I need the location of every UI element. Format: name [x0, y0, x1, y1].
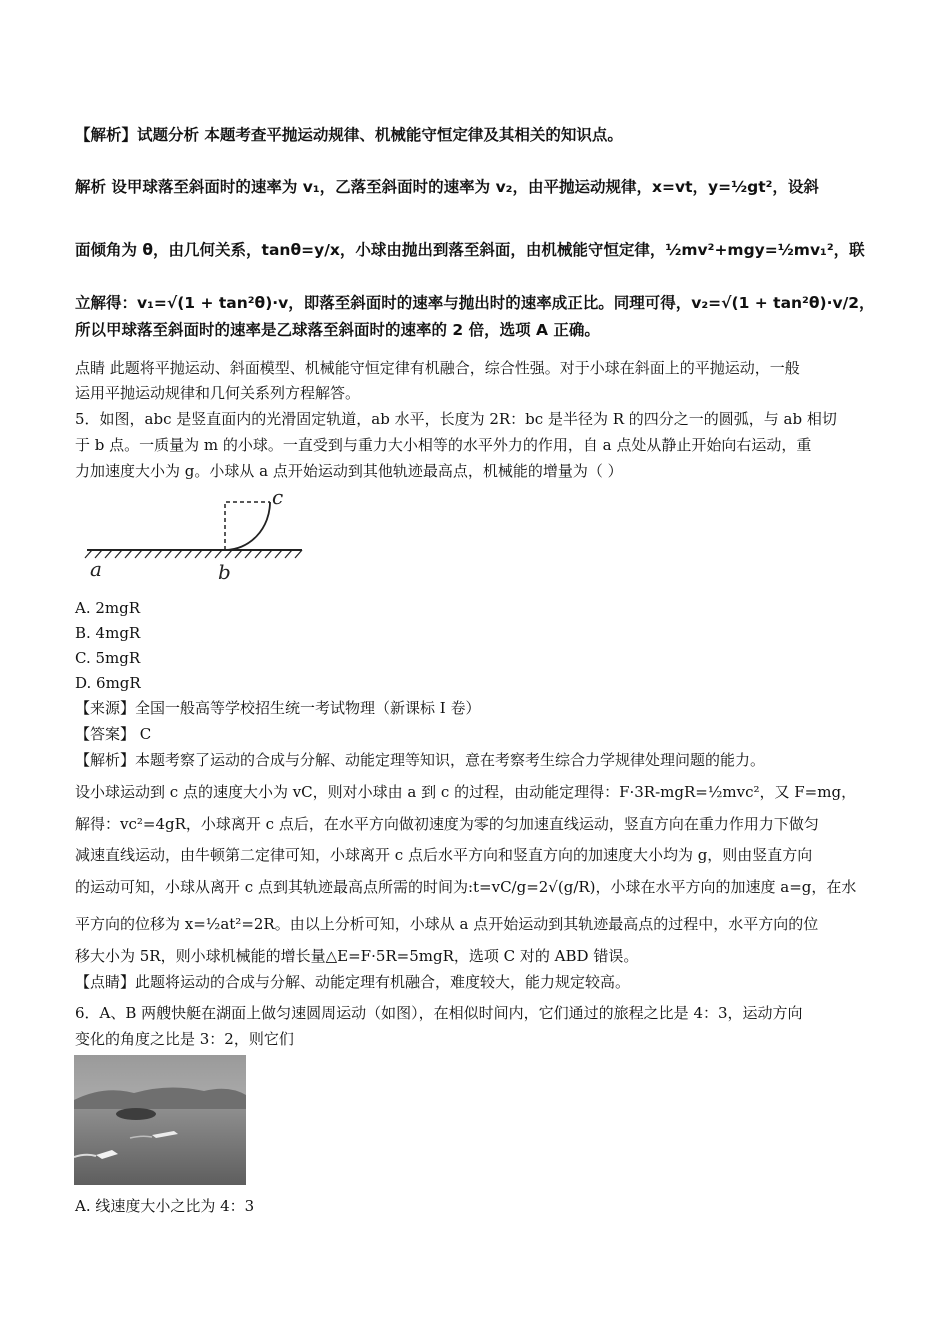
question-6-line-2: 变化的角度之比是 3：2，则它们 [75, 1030, 294, 1048]
speedboat-photo [74, 1055, 246, 1185]
question-6-line-1: 6．A、B 两艘快艇在湖面上做匀速圆周运动（如图），在相似时间内，它们通过的旅程之比是 4：3，运动方向 [75, 1004, 803, 1022]
solution-line-4: 的运动可知，小球从离开 c 点到其轨迹最高点所需的时间为:t=vC/g=2√(g/R)，小球在水平方向的加速度 a=g，在水 [75, 878, 857, 896]
source-line: 【来源】全国一般高等学校招生统一考试物理（新课标 I 卷） [75, 699, 481, 717]
label-c: c [272, 490, 284, 509]
solution-line-5: 平方向的位移为 x=½at²=2R。由以上分析可知，小球从 a 点开始运动到其轨迹最高点的过程中，水平方向的位 [75, 915, 819, 933]
solution-line-1: 设小球运动到 c 点的速度大小为 vC，则对小球由 a 到 c 的过程，由动能定理得：F·3R-mgR=½mvc²，又 F=mg， [75, 783, 857, 801]
answer-line: 【答案】 C [75, 725, 152, 743]
choice-b: B. 4mgR [75, 624, 141, 642]
comment-line-1: 点睛 此题将平抛运动、斜面模型、机械能守恒定律有机融合，综合性强。对于小球在斜面上的平抛运动，一般 [75, 359, 800, 377]
label-b: b [218, 560, 231, 584]
question-6-choice-a: A. 线速度大小之比为 4：3 [75, 1197, 255, 1215]
note-line: 【点睛】此题将运动的合成与分解、动能定理有机融合，难度较大，能力规定较高。 [75, 973, 631, 991]
comment-line-2: 运用平抛运动规律和几何关系列方程解答。 [75, 384, 361, 402]
question-5-line-1: 5．如图，abc 是竖直面内的光滑固定轨道，ab 水平，长度为 2R：bc 是半径为 R 的四分之一的圆弧，与 ab 相切 [75, 410, 837, 428]
solution-line-2: 解得：vc²=4gR，小球离开 c 点后，在水平方向做初速度为零的匀加速直线运动，竖直方向在重力作用力下做匀 [75, 815, 819, 833]
label-a: a [90, 557, 102, 581]
analysis-line-1: 解析 设甲球落至斜面时的速率为 v₁，乙落至斜面时的速率为 v₂，由平抛运动规律，x=vt，y=½gt²，设斜 [75, 178, 819, 196]
question-5-line-3: 力加速度大小为 g。小球从 a 点开始运动到其他轨迹最高点，机械能的增量为（ ） [75, 462, 623, 480]
analysis-line-2: 面倾角为 θ，由几何关系，tanθ=y/x，小球由抛出到落至斜面，由机械能守恒定律，½mv²+mgy=½mv₁²，联 [75, 241, 865, 259]
choice-c: C. 5mgR [75, 649, 141, 667]
analysis-line-3: 立解得：v₁=√(1 + tan²θ)·v，即落至斜面时的速率与抛出时的速率成正比。同理可得，v₂=√(1 + tan²θ)·v/2， [75, 294, 875, 312]
choice-d: D. 6mgR [75, 674, 141, 692]
solution-line-6: 移大小为 5R，则小球机械能的增长量△E=F·5R=5mgR，选项 C 对的 ABD 错误。 [75, 947, 639, 965]
solution-line-3: 减速直线运动，由牛顿第二定律可知，小球离开 c 点后水平方向和竖直方向的加速度大小均为 g，则由竖直方向 [75, 846, 813, 864]
question-5-line-2: 于 b 点。一质量为 m 的小球。一直受到与重力大小相等的水平外力的作用，自 a 点处从静止开始向右运动，重 [75, 436, 812, 454]
track-diagram [82, 490, 307, 585]
analysis-heading: 【解析】试题分析 本题考查平抛运动规律、机械能守恒定律及其相关的知识点。 [75, 126, 623, 144]
analysis-line-4: 所以甲球落至斜面时的速率是乙球落至斜面时的速率的 2 倍，选项 A 正确。 [75, 321, 600, 339]
choice-a: A. 2mgR [75, 599, 141, 617]
solution-heading: 【解析】本题考察了运动的合成与分解、动能定理等知识，意在考察考生综合力学规律处理问题的能力。 [75, 751, 766, 769]
